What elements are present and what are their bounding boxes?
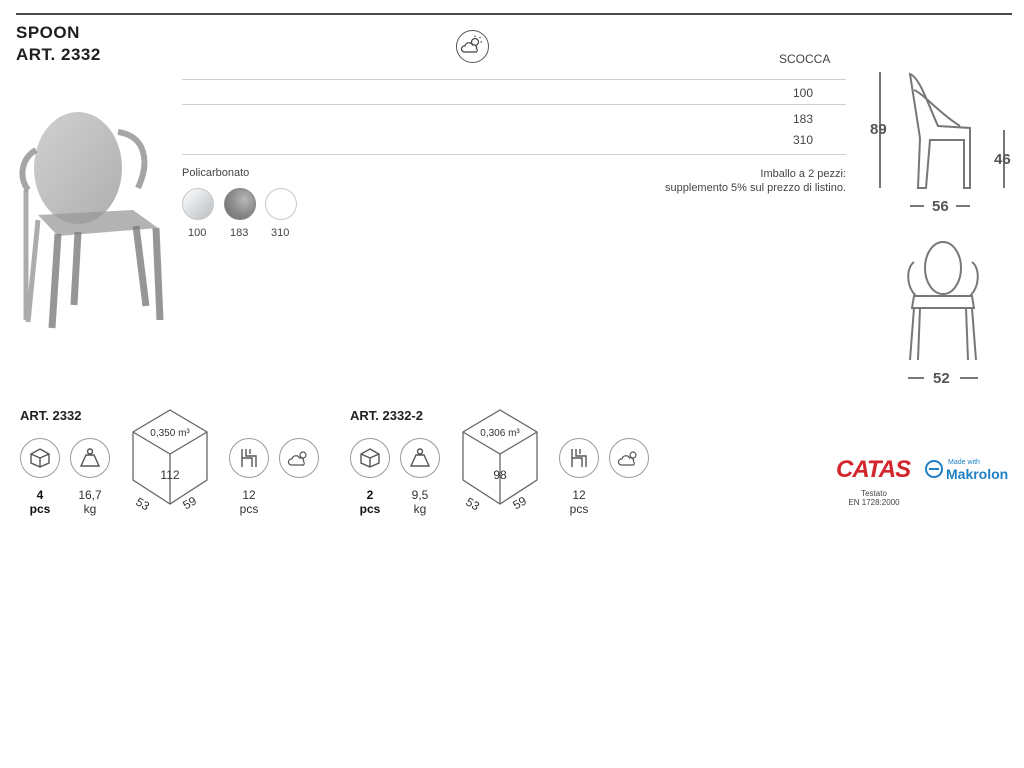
weight-icon xyxy=(70,438,110,478)
dimension-width: 52 xyxy=(933,370,950,387)
swatch-code: 100 xyxy=(188,227,207,239)
pieces-unit: pcs xyxy=(29,502,51,516)
pieces-unit: pcs xyxy=(359,502,381,516)
box-depth: 59 xyxy=(180,493,199,513)
cube-icon xyxy=(350,438,390,478)
table-divider xyxy=(182,79,846,80)
pieces-count xyxy=(18,488,62,516)
color-swatch-183 xyxy=(224,188,256,220)
product-article: ART. 2332 xyxy=(16,45,101,64)
color-swatch-100 xyxy=(182,188,214,220)
cube-icon xyxy=(20,438,60,478)
material-name: Policarbonato xyxy=(182,167,250,179)
weight-number: 9,5 xyxy=(411,488,429,502)
stack-count xyxy=(227,488,271,516)
box-volume: 0,306 m³ xyxy=(480,428,520,439)
catas-caption-line-2: EN 1728:2000 xyxy=(848,498,900,507)
stack-value: 12 xyxy=(572,488,586,502)
dimension-depth: 56 xyxy=(932,198,949,215)
stackable-chair-icon xyxy=(229,438,269,478)
weight-value xyxy=(398,488,442,516)
note-line-2: supplemento 5% sul prezzo di listino. xyxy=(665,182,846,194)
box-width: 53 xyxy=(463,494,482,514)
pieces-value: 4 xyxy=(36,488,44,502)
pieces-value: 2 xyxy=(366,488,374,502)
pack-article: ART. 2332 xyxy=(20,408,82,423)
weight-icon xyxy=(400,438,440,478)
stack-unit: pcs xyxy=(239,502,259,516)
catas-logo: CATAS xyxy=(836,456,911,483)
box-height: 112 xyxy=(160,468,180,482)
packaging-note xyxy=(665,167,846,195)
weight-number: 16,7 xyxy=(78,488,102,502)
outdoor-weather-icon xyxy=(609,438,649,478)
weight-value xyxy=(68,488,112,516)
pack-article: ART. 2332-2 xyxy=(350,408,423,423)
box-volume: 0,350 m³ xyxy=(150,428,190,439)
box-height: 98 xyxy=(493,468,507,482)
table-cell: 100 xyxy=(793,86,814,100)
table-cell: 183 xyxy=(793,112,814,126)
outdoor-weather-icon xyxy=(456,30,489,63)
box-depth: 59 xyxy=(510,493,529,513)
weight-unit: kg xyxy=(413,502,427,516)
table-divider xyxy=(182,104,846,105)
table-cell: 310 xyxy=(793,133,814,147)
chair-photo xyxy=(18,110,168,335)
makrolon-e-icon xyxy=(925,460,943,478)
dimension-height: 89 xyxy=(870,121,887,138)
makrolon-small: Made with xyxy=(948,459,980,466)
table-divider xyxy=(182,154,846,155)
top-rule xyxy=(16,13,1012,15)
catas-caption-line-1: Testato xyxy=(861,489,887,498)
note-line-1: Imballo a 2 pezzi: xyxy=(760,168,846,180)
swatch-code: 183 xyxy=(230,227,249,239)
stack-unit: pcs xyxy=(569,502,589,516)
column-header: SCOCCA xyxy=(779,52,831,66)
dimension-seat-height: 46 xyxy=(994,151,1011,168)
stackable-chair-icon xyxy=(559,438,599,478)
makrolon-logo: Makrolon xyxy=(946,466,1009,482)
outdoor-weather-icon xyxy=(279,438,319,478)
stack-value: 12 xyxy=(242,488,256,502)
front-view-drawing xyxy=(900,238,990,388)
catas-caption xyxy=(836,489,912,507)
color-swatch-310 xyxy=(265,188,297,220)
weight-unit: kg xyxy=(83,502,97,516)
box-width: 53 xyxy=(133,494,152,514)
product-name: SPOON xyxy=(16,23,80,42)
product-title xyxy=(16,22,101,66)
pieces-count xyxy=(348,488,392,516)
side-view-drawing xyxy=(870,68,1020,218)
stack-count xyxy=(557,488,601,516)
swatch-code: 310 xyxy=(271,227,290,239)
